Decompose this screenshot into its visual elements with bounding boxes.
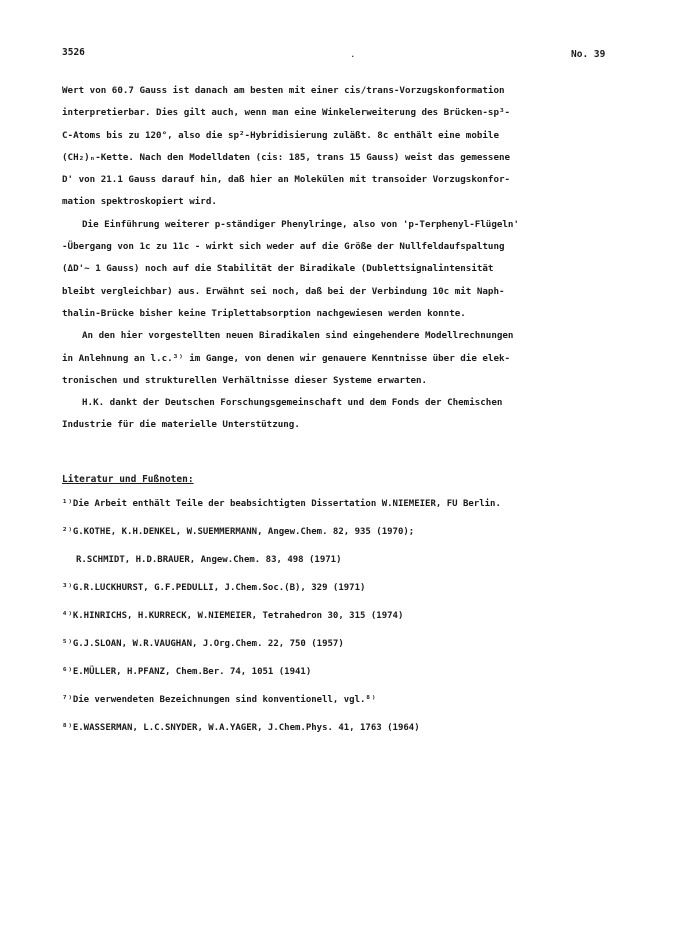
- reference-item: ²⁾G.KOTHE, K.H.DENKEL, W.SUEMMERMANN, Angew.Chem. 82, 935 (1970);: [62, 527, 415, 537]
- reference-item: R.SCHMIDT, H.D.BRAUER, Angew.Chem. 83, 498 (1971): [76, 555, 342, 565]
- text-line: mation spektroskopiert wird.: [62, 196, 217, 208]
- paragraph-2: [62, 214, 622, 325]
- paragraph-4: [62, 392, 622, 437]
- text-line: H.K. dankt der Deutschen Forschungsgemeinschaft und dem Fonds der Chemischen: [82, 397, 503, 409]
- text-line: (ΔD'~ 1 Gauss) noch auf die Stabilität der Biradikale (Dublettsignalintensität: [62, 263, 494, 275]
- reference-item: ³⁾G.R.LUCKHURST, G.F.PEDULLI, J.Chem.Soc.(B), 329 (1971): [62, 583, 366, 593]
- paragraph-1: [62, 80, 622, 214]
- journal-number: No. 39: [571, 49, 606, 60]
- reference-item: ⁷⁾Die verwendeten Bezeichnungen sind konventionell, vgl.⁸⁾: [62, 695, 377, 705]
- text-line: Die Einführung weiterer p-ständiger Phenylringe, also von 'p-Terphenyl-Flügeln': [82, 218, 519, 230]
- text-line: in Anlehnung an l.c.³⁾ im Gange, von denen wir genauere Kenntnisse über die elek-: [62, 352, 511, 364]
- reference-item: ⁴⁾K.HINRICHS, H.KURRECK, W.NIEMEIER, Tetrahedron 30, 315 (1974): [62, 611, 404, 621]
- text-line: An den hier vorgestellten neuen Biradikalen sind eingehendere Modellrechnungen: [82, 330, 514, 342]
- reference-item: ¹⁾Die Arbeit enthält Teile der beabsichtigten Dissertation W.NIEMEIER, FU Berlin.: [62, 499, 501, 509]
- text-line: Industrie für die materielle Unterstützung.: [62, 419, 300, 431]
- text-line: (CH₂)ₙ-Kette. Nach den Modelldaten (cis: 185, trans 15 Gauss) weist das gemessene: [62, 151, 511, 163]
- body-text: [62, 80, 622, 437]
- reference-item: ⁸⁾E.WASSERMAN, L.C.SNYDER, W.A.YAGER, J.Chem.Phys. 41, 1763 (1964): [62, 723, 420, 733]
- reference-item: ⁶⁾E.MÜLLER, H.PFANZ, Chem.Ber. 74, 1051 (1941): [62, 667, 312, 677]
- text-line: interpretierbar. Dies gilt auch, wenn man eine Winkelerweiterung des Brücken-sp³-: [62, 107, 511, 119]
- text-line: C-Atoms bis zu 120°, also die sp²-Hybridisierung zuläßt. 8c enthält eine mobile: [62, 129, 499, 141]
- reference-item: ⁵⁾G.J.SLOAN, W.R.VAUGHAN, J.Org.Chem. 22, 750 (1957): [62, 639, 344, 649]
- text-line: tronischen und strukturellen Verhältnisse dieser Systeme erwarten.: [62, 374, 428, 386]
- text-line: bleibt vergleichbar) aus. Erwähnt sei noch, daß bei der Verbindung 10c mit Naph-: [62, 285, 505, 297]
- text-line: Wert von 60.7 Gauss ist danach am besten mit einer cis/trans-Vorzugskonformation: [62, 85, 505, 96]
- page-number: 3526: [62, 47, 85, 58]
- references-heading: Literatur und Fußnoten:: [62, 474, 194, 485]
- text-line: -Übergang von 1c zu 11c - wirkt sich weder auf die Größe der Nullfeldaufspaltung: [62, 241, 505, 253]
- text-line: thalin-Brücke bisher keine Triplettabsorption nachgewiesen werden konnte.: [62, 307, 466, 319]
- header-dot: .: [350, 50, 356, 60]
- references-list: [62, 490, 632, 742]
- paragraph-3: [62, 325, 622, 392]
- text-line: D' von 21.1 Gauss darauf hin, daß hier an Molekülen mit transoider Vorzugskonfor-: [62, 174, 511, 186]
